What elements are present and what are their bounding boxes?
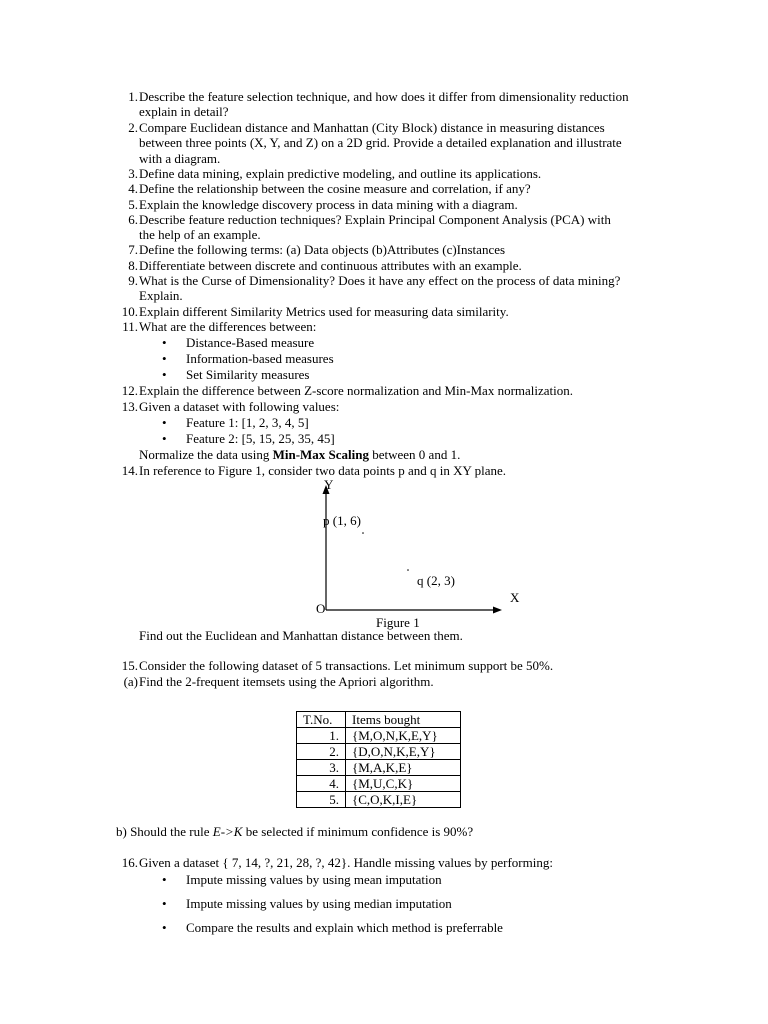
list-item-text: Information-based measures bbox=[186, 351, 334, 366]
transactions-table bbox=[296, 711, 461, 808]
list-item-text: Feature 1: [1, 2, 3, 4, 5] bbox=[186, 415, 309, 430]
question-number: 12. bbox=[121, 383, 138, 398]
question-text-line: Given a dataset with following values: bbox=[139, 399, 340, 414]
table-row bbox=[297, 760, 461, 776]
question-text-line: Explain the difference between Z-score normalization and Min-Max normalization. bbox=[139, 383, 574, 398]
origin-label: O bbox=[316, 601, 326, 616]
column-header-tno: T.No. bbox=[297, 712, 346, 728]
cell-tno: 3. bbox=[297, 760, 346, 776]
bullet-icon: • bbox=[162, 367, 167, 382]
question-number: 14. bbox=[121, 463, 138, 478]
question-number: 6. bbox=[128, 212, 138, 227]
rule-text: E->K bbox=[212, 824, 243, 839]
bullet-icon: • bbox=[162, 335, 167, 350]
question-number: (a) bbox=[123, 674, 138, 689]
question-number: 9. bbox=[128, 273, 138, 288]
point-p bbox=[362, 532, 364, 534]
list-item-text: Compare the results and explain which method is preferrable bbox=[186, 920, 503, 935]
question-number: 15. bbox=[121, 658, 138, 673]
question-text-line: Consider the following dataset of 5 transactions. Let minimum support be 50%. bbox=[139, 658, 554, 673]
y-axis-label: Y bbox=[324, 477, 334, 492]
question-text-line: Describe feature reduction techniques? Explain Principal Component Analysis (PCA) with bbox=[139, 212, 611, 227]
point-q bbox=[407, 569, 409, 571]
cell-tno: 4. bbox=[297, 776, 346, 792]
cell-items: {C,O,K,I,E} bbox=[346, 792, 461, 808]
question-text-line: Find the 2-frequent itemsets using the Apriori algorithm. bbox=[139, 674, 434, 689]
cell-items: {D,O,N,K,E,Y} bbox=[346, 744, 461, 760]
table-row bbox=[297, 728, 461, 744]
column-header-items: Items bought bbox=[346, 712, 461, 728]
question-text-line: Explain different Similarity Metrics used for measuring data similarity. bbox=[139, 304, 509, 319]
question-text-line: with a diagram. bbox=[139, 150, 221, 166]
question-text-line: What are the differences between: bbox=[139, 319, 317, 334]
point-q-label: q (2, 3) bbox=[417, 573, 455, 588]
cell-tno: 1. bbox=[297, 728, 346, 744]
question-text-line: Explain the knowledge discovery process in data mining with a diagram. bbox=[139, 197, 518, 212]
x-axis-arrowhead bbox=[493, 607, 502, 614]
question-text-line: Compare Euclidean distance and Manhattan (City Block) distance in measuring distances bbox=[139, 120, 605, 135]
table-row bbox=[297, 744, 461, 760]
instruction-bold: Min-Max Scaling bbox=[272, 447, 369, 462]
question-text-line: Define data mining, explain predictive modeling, and outline its applications. bbox=[139, 166, 542, 181]
bullet-icon: • bbox=[162, 920, 167, 935]
question-number: 7. bbox=[128, 242, 138, 257]
question-text-line: Given a dataset { 7, 14, ?, 21, 28, ?, 42}. Handle missing values by performing: bbox=[139, 855, 553, 870]
question-text-line: Define the relationship between the cosine measure and correlation, if any? bbox=[139, 181, 531, 196]
question-text-line: Explain. bbox=[139, 288, 183, 304]
figure-caption: Figure 1 bbox=[376, 615, 420, 630]
question-number: 16. bbox=[121, 855, 138, 870]
bullet-icon: • bbox=[162, 872, 167, 887]
bullet-icon: • bbox=[162, 896, 167, 911]
question-number: 5. bbox=[128, 197, 138, 212]
cell-tno: 5. bbox=[297, 792, 346, 808]
cell-items: {M,A,K,E} bbox=[346, 760, 461, 776]
question-text-line: the help of an example. bbox=[139, 227, 261, 243]
question-number: 2. bbox=[128, 120, 138, 135]
question-text-line: between three points (X, Y, and Z) on a 2D grid. Provide a detailed explanation and illustrate bbox=[139, 135, 622, 151]
instruction-text: between 0 and 1. bbox=[369, 447, 461, 462]
question-number: 4. bbox=[128, 181, 138, 196]
figure-1 bbox=[290, 476, 540, 636]
question-text-line: In reference to Figure 1, consider two data points p and q in XY plane. bbox=[139, 463, 507, 478]
instruction-text: Normalize the data using bbox=[139, 447, 273, 462]
question-number: 1. bbox=[128, 89, 138, 104]
q14-followup: Find out the Euclidean and Manhattan distance between them. bbox=[139, 628, 463, 643]
table-row bbox=[297, 776, 461, 792]
table-row bbox=[297, 792, 461, 808]
point-p-label: p (1, 6) bbox=[323, 513, 361, 528]
question-text: be selected if minimum confidence is 90%? bbox=[242, 824, 474, 839]
bullet-icon: • bbox=[162, 415, 167, 430]
question-text-line: Differentiate between discrete and continuous attributes with an example. bbox=[139, 258, 522, 273]
question-text-line: explain in detail? bbox=[139, 104, 229, 120]
question-text-line: Define the following terms: (a) Data objects (b)Attributes (c)Instances bbox=[139, 242, 506, 257]
question-number: 3. bbox=[128, 166, 138, 181]
question-text-line: What is the Curse of Dimensionality? Does it have any effect on the process of data mining? bbox=[139, 273, 621, 288]
cell-items: {M,O,N,K,E,Y} bbox=[346, 728, 461, 744]
question-text-line: Describe the feature selection technique, and how does it differ from dimensionality reduction bbox=[139, 89, 629, 104]
q13-instruction bbox=[139, 447, 460, 462]
list-item-text: Set Similarity measures bbox=[186, 367, 310, 382]
list-item-text: Impute missing values by using median imputation bbox=[186, 896, 452, 911]
question-number: 11. bbox=[122, 319, 138, 334]
list-item-text: Impute missing values by using mean imputation bbox=[186, 872, 442, 887]
list-item-text: Distance-Based measure bbox=[186, 335, 315, 350]
list-item-text: Feature 2: [5, 15, 25, 35, 45] bbox=[186, 431, 335, 446]
figure-axes bbox=[290, 476, 540, 636]
table-header-row bbox=[297, 712, 461, 728]
cell-items: {M,U,C,K} bbox=[346, 776, 461, 792]
question-text: b) Should the rule bbox=[116, 824, 213, 839]
question-number: 10. bbox=[121, 304, 138, 319]
x-axis-label: X bbox=[510, 590, 520, 605]
bullet-icon: • bbox=[162, 351, 167, 366]
bullet-icon: • bbox=[162, 431, 167, 446]
cell-tno: 2. bbox=[297, 744, 346, 760]
question-15b bbox=[116, 824, 473, 839]
question-number: 8. bbox=[128, 258, 138, 273]
question-number: 13. bbox=[121, 399, 138, 414]
